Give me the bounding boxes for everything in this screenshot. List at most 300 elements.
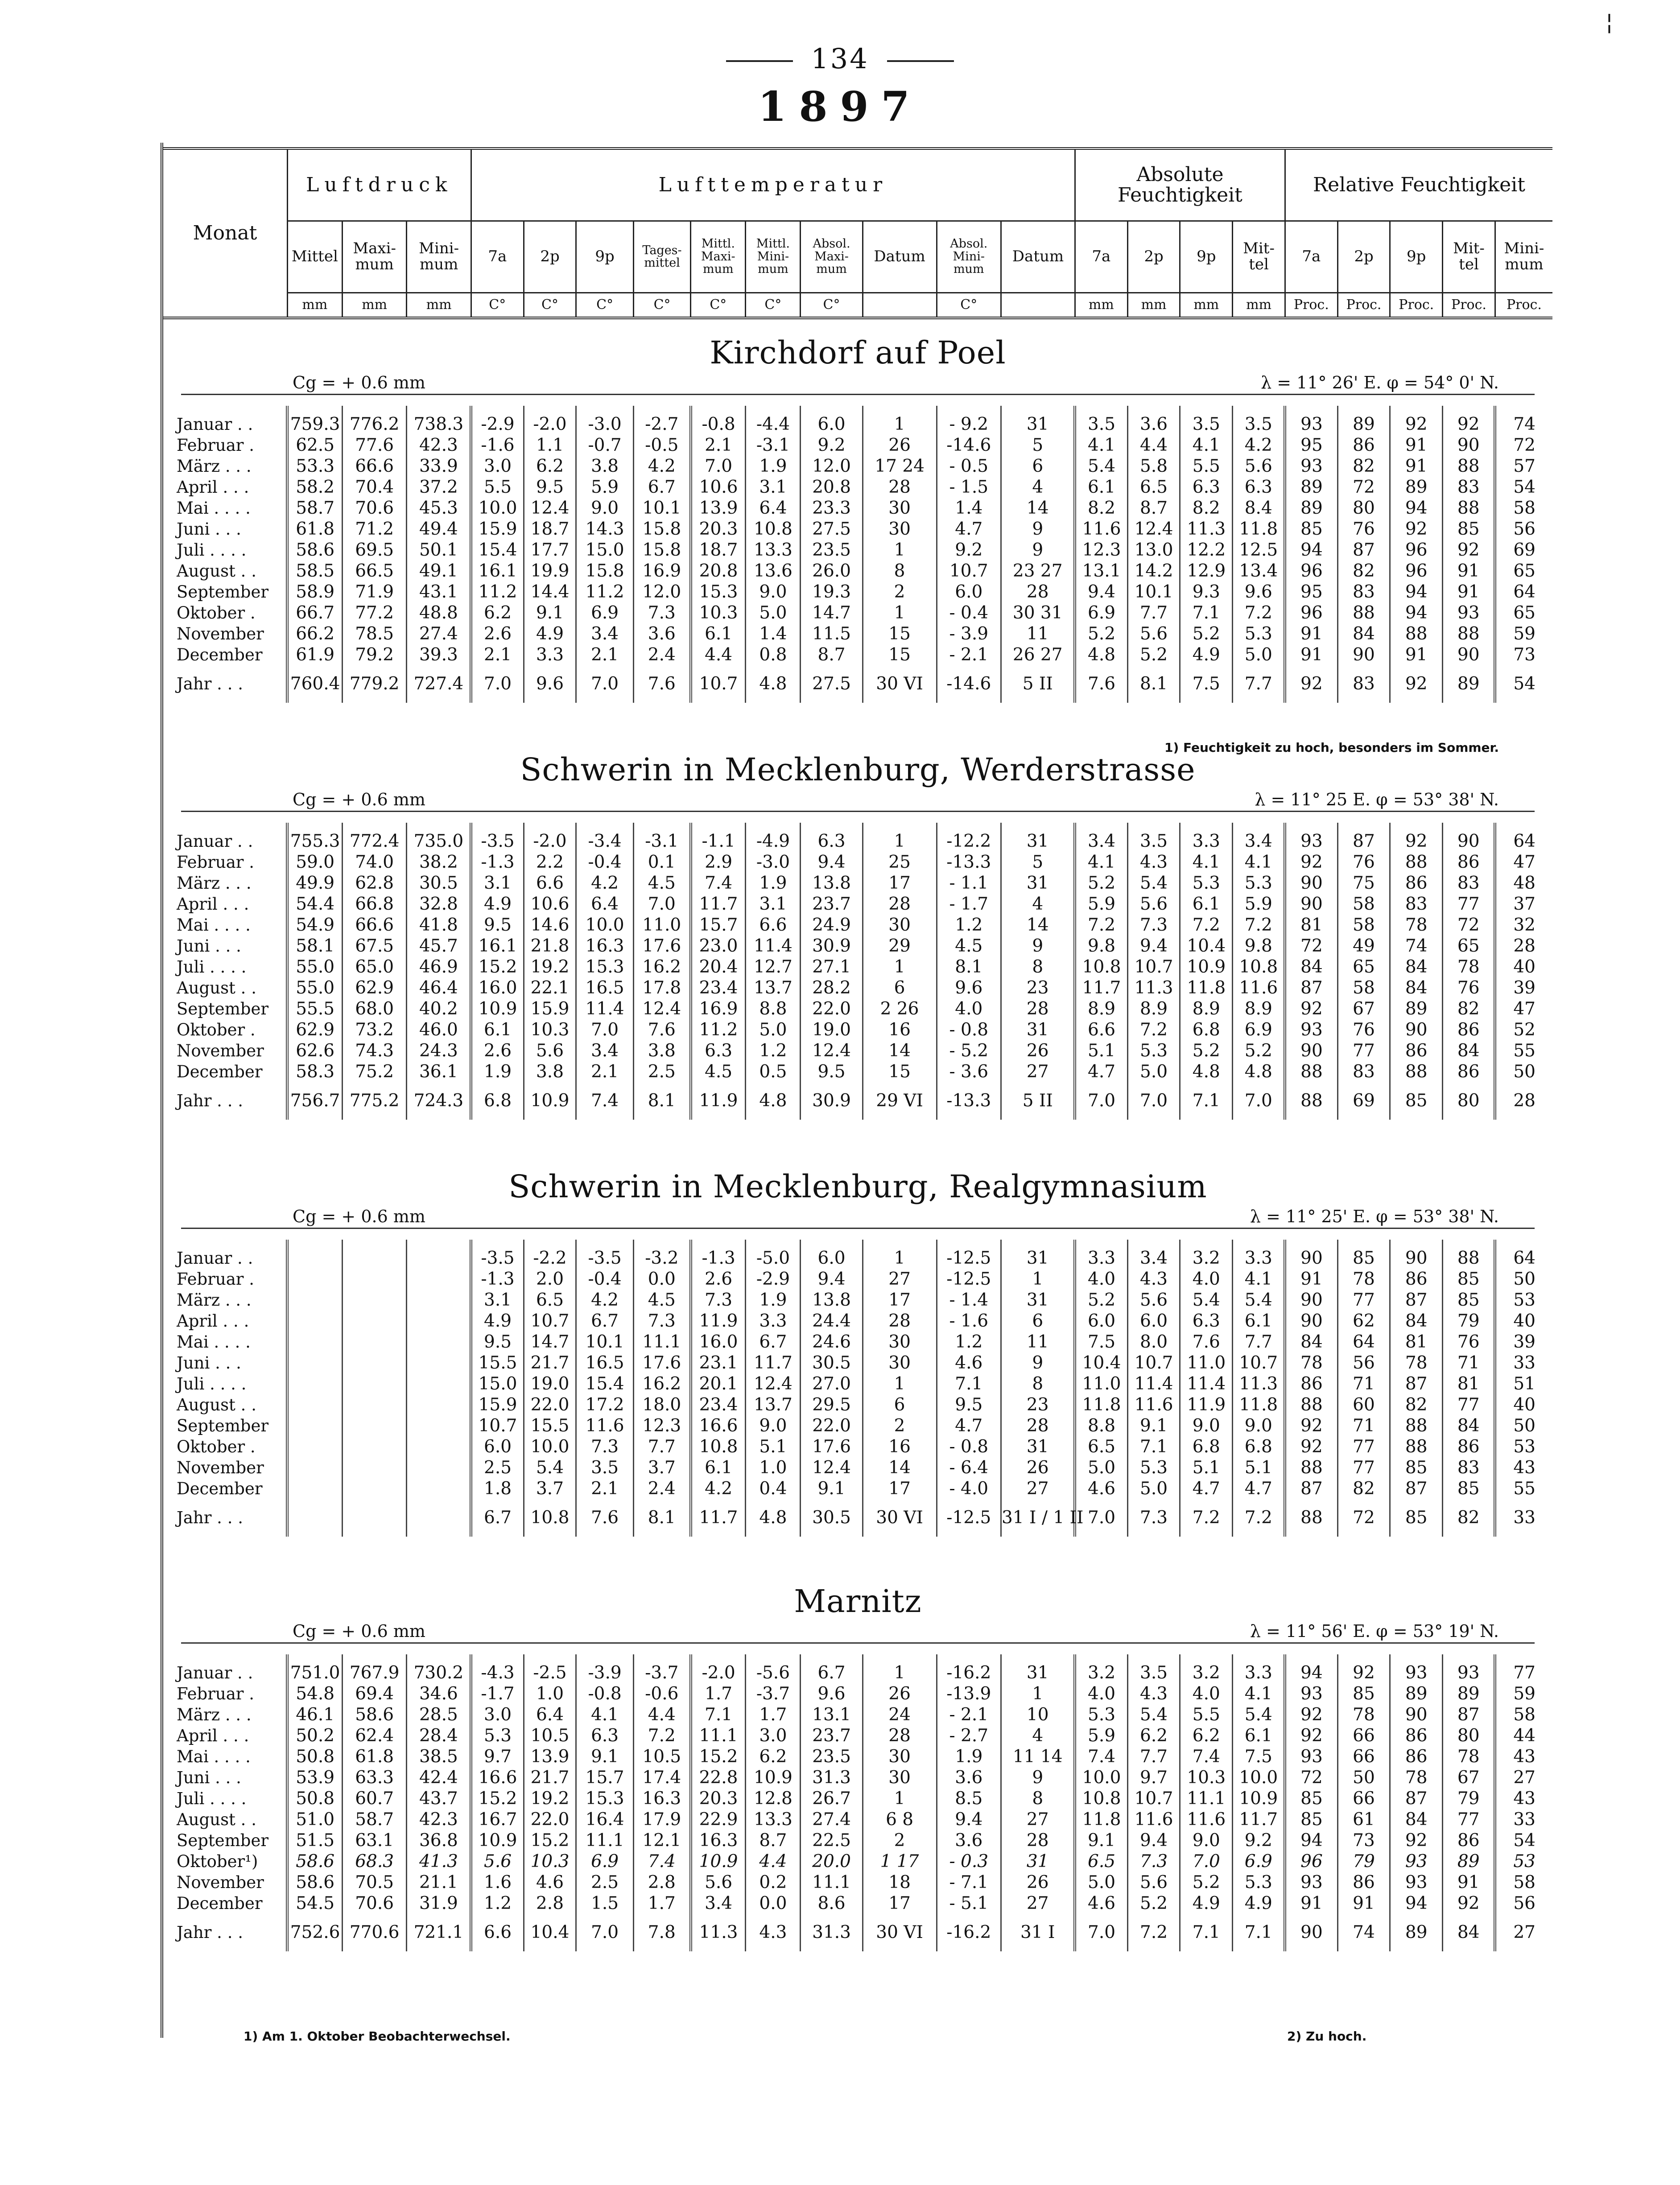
- table-cell: 85: [1285, 1788, 1337, 1809]
- table-row: [163, 435, 1552, 456]
- table-cell: 53.9: [287, 1767, 342, 1788]
- table-cell: 1: [1001, 1269, 1075, 1290]
- table-cell: 54.8: [287, 1683, 342, 1704]
- table-cell: 4.1: [1180, 852, 1233, 873]
- table-cell: 14.4: [524, 581, 576, 602]
- table-row: [163, 1809, 1552, 1830]
- table-cell: 4.6: [524, 1872, 576, 1893]
- table-cell: 84: [1390, 956, 1443, 977]
- table-cell: 8.1: [1127, 665, 1180, 703]
- table-cell: 3.5: [1075, 414, 1127, 435]
- table-cell: 3.8: [524, 1061, 576, 1082]
- table-cell: 70.6: [342, 1893, 407, 1914]
- table-cell: 4.8: [746, 665, 801, 703]
- table-cell: 13.8: [801, 1290, 863, 1311]
- table-cell: 15.8: [633, 540, 690, 561]
- unit-6: C°: [633, 293, 690, 318]
- table-row: [163, 1893, 1552, 1914]
- table-cell: 10.9: [746, 1767, 801, 1788]
- table-cell: 7.2: [1075, 915, 1127, 936]
- table-cell: 81: [1285, 915, 1337, 936]
- coordinates: λ = 11° 26' E. φ = 54° 0' N.: [1261, 373, 1499, 392]
- table-cell: 92: [1285, 1436, 1337, 1457]
- table-cell: 4.5: [937, 936, 1001, 956]
- table-cell: 14.7: [524, 1332, 576, 1352]
- table-row: [163, 1394, 1552, 1415]
- table-cell: 16.6: [471, 1767, 524, 1788]
- table-cell: 58.7: [287, 498, 342, 519]
- table-cell: 0.2: [746, 1872, 801, 1893]
- table-cell: 31: [1001, 1290, 1075, 1311]
- table-cell: 11.6: [1127, 1394, 1180, 1415]
- column-header-3: 7a: [471, 221, 524, 293]
- table-cell: 15.3: [576, 1788, 633, 1809]
- table-cell: 58.6: [342, 1704, 407, 1725]
- table-row: [163, 519, 1552, 540]
- table-cell: 58.6: [287, 1851, 342, 1872]
- table-cell: 58.5: [287, 561, 342, 581]
- table-cell: 1.7: [746, 1704, 801, 1725]
- table-cell: 9.4: [1127, 1830, 1180, 1851]
- table-cell: 16.5: [576, 977, 633, 998]
- table-cell: 91: [1390, 435, 1443, 456]
- table-cell: 94: [1390, 581, 1443, 602]
- table-cell: 756.7: [287, 1082, 342, 1120]
- table-cell: 88: [1443, 623, 1495, 644]
- table-cell: 759.3: [287, 414, 342, 435]
- table-cell: 11.4: [1127, 1373, 1180, 1394]
- table-cell: 7.0: [1075, 1914, 1127, 1951]
- table-cell: 16.3: [691, 1830, 746, 1851]
- table-cell: 30: [863, 498, 937, 519]
- table-cell: 5.2: [1180, 1040, 1233, 1061]
- table-cell: 10.1: [1127, 581, 1180, 602]
- table-cell: 3.8: [633, 1040, 690, 1061]
- table-cell: 1: [863, 414, 937, 435]
- table-cell: 3.0: [746, 1725, 801, 1746]
- table-cell: 15.0: [471, 1373, 524, 1394]
- column-header-7: Mittl. Maxi-mum: [691, 221, 746, 293]
- table-cell: 39.3: [407, 644, 471, 665]
- table-cell: 77: [1495, 1662, 1552, 1683]
- table-cell: 15: [863, 1061, 937, 1082]
- table-cell: 76: [1337, 519, 1390, 540]
- table-cell: 45.7: [407, 936, 471, 956]
- table-cell: 79.2: [342, 644, 407, 665]
- table-cell: 92: [1443, 414, 1495, 435]
- table-cell: 6.0: [1075, 1311, 1127, 1332]
- table-cell: 92: [1390, 519, 1443, 540]
- table-cell: 5 II: [1001, 1082, 1075, 1120]
- table-cell: 6.1: [1180, 894, 1233, 915]
- table-cell: 11.2: [691, 1019, 746, 1040]
- table-cell: 46.0: [407, 1019, 471, 1040]
- coordinates: λ = 11° 25' E. φ = 53° 38' N.: [1250, 1207, 1499, 1226]
- table-cell: 17.8: [633, 977, 690, 998]
- table-cell: 8.8: [746, 998, 801, 1019]
- table-cell: 91: [1443, 581, 1495, 602]
- table-cell: 70.6: [342, 498, 407, 519]
- table-cell: 5.3: [1180, 873, 1233, 894]
- table-cell: 91: [1285, 1269, 1337, 1290]
- table-cell: 9.8: [1233, 936, 1285, 956]
- table-row: [163, 602, 1552, 623]
- table-cell: 53: [1495, 1436, 1552, 1457]
- table-cell: 5 II: [1001, 665, 1075, 703]
- table-cell: 23.7: [801, 894, 863, 915]
- table-cell: 735.0: [407, 831, 471, 852]
- table-cell: 55.0: [287, 956, 342, 977]
- table-cell: 11.8: [1075, 1394, 1127, 1415]
- table-cell: 72: [1443, 915, 1495, 936]
- table-cell: 8.7: [1127, 498, 1180, 519]
- table-cell: - 6.4: [937, 1457, 1001, 1478]
- table-cell: 19.2: [524, 956, 576, 977]
- table-cell: 89: [1443, 1851, 1495, 1872]
- table-cell: 20.0: [801, 1851, 863, 1872]
- table-cell: 4.1: [1233, 1269, 1285, 1290]
- unit-13: mm: [1075, 293, 1127, 318]
- table-cell: 6.6: [746, 915, 801, 936]
- table-cell: 10.7: [1127, 956, 1180, 977]
- table-cell: 15.9: [524, 998, 576, 1019]
- table-cell: 5.6: [1127, 894, 1180, 915]
- table-cell: 23.5: [801, 1746, 863, 1767]
- table-cell: 13.9: [524, 1746, 576, 1767]
- table-cell: 87: [1443, 1704, 1495, 1725]
- table-cell: 85: [1285, 1809, 1337, 1830]
- table-cell: 20.1: [691, 1373, 746, 1394]
- table-cell: - 0.3: [937, 1851, 1001, 1872]
- month-label: Juni . . .: [177, 1768, 241, 1787]
- column-header-11: Absol. Mini-mum: [937, 221, 1001, 293]
- table-cell: 5.6: [1127, 623, 1180, 644]
- table-cell: 752.6: [287, 1914, 342, 1951]
- station-meta: [163, 1619, 1552, 1644]
- table-cell: -1.1: [691, 831, 746, 852]
- table-cell: 16.0: [471, 977, 524, 998]
- table-cell: 9.1: [576, 1746, 633, 1767]
- table-cell: - 0.8: [937, 1436, 1001, 1457]
- table-cell: - 9.2: [937, 414, 1001, 435]
- table-cell: 4.6: [1075, 1478, 1127, 1499]
- table-cell: 86: [1390, 1269, 1443, 1290]
- table-row: [163, 936, 1552, 956]
- table-cell: 53: [1495, 1290, 1552, 1311]
- table-cell: 31: [1001, 1248, 1075, 1269]
- table-row: [163, 1415, 1552, 1436]
- table-cell: 19.3: [801, 581, 863, 602]
- table-cell: 78: [1443, 1746, 1495, 1767]
- table-cell: 12.4: [524, 498, 576, 519]
- table-cell: -0.4: [576, 852, 633, 873]
- table-cell: 6.4: [576, 894, 633, 915]
- table-cell: 50: [1337, 1767, 1390, 1788]
- table-cell: - 1.5: [937, 477, 1001, 498]
- table-cell: 1.9: [746, 873, 801, 894]
- table-cell: 9.1: [801, 1478, 863, 1499]
- table-cell: 8: [863, 561, 937, 581]
- table-cell: 6.0: [1127, 1311, 1180, 1332]
- table-cell: 28.4: [407, 1725, 471, 1746]
- table-cell: 19.0: [524, 1373, 576, 1394]
- table-cell: 14.6: [524, 915, 576, 936]
- table-cell: 34.6: [407, 1683, 471, 1704]
- table-cell: 3.2: [1180, 1662, 1233, 1683]
- table-cell: 90: [1390, 1019, 1443, 1040]
- table-cell: 92: [1285, 1704, 1337, 1725]
- table-cell: 37: [1495, 894, 1552, 915]
- table-cell: 62.9: [287, 1019, 342, 1040]
- table-cell: 7.0: [1180, 1851, 1233, 1872]
- table-cell: 4.1: [1180, 435, 1233, 456]
- table-cell: 49.9: [287, 873, 342, 894]
- table-cell: 10.9: [471, 1830, 524, 1851]
- table-cell: - 7.1: [937, 1872, 1001, 1893]
- table-cell: 58.1: [287, 936, 342, 956]
- unit-16: mm: [1233, 293, 1285, 318]
- table-cell: 11.7: [691, 894, 746, 915]
- table-cell: 87: [1390, 1290, 1443, 1311]
- table-cell: -0.7: [576, 435, 633, 456]
- table-cell: 76: [1337, 1019, 1390, 1040]
- unit-10: [863, 293, 937, 318]
- table-cell: 86: [1390, 873, 1443, 894]
- table-cell: 4.8: [746, 1499, 801, 1537]
- table-cell: 62.6: [287, 1040, 342, 1061]
- table-cell: 24.3: [407, 1040, 471, 1061]
- table-cell: 92: [1390, 831, 1443, 852]
- table-cell: 60.7: [342, 1788, 407, 1809]
- table-cell: 5.5: [1180, 1704, 1233, 1725]
- table-row: [163, 1767, 1552, 1788]
- table-cell: 6.9: [1075, 602, 1127, 623]
- table-cell: 50.1: [407, 540, 471, 561]
- station-data-table: [163, 1240, 1552, 1537]
- table-row: [163, 1311, 1552, 1332]
- table-cell: 87: [1285, 1478, 1337, 1499]
- table-cell: 11: [1001, 1332, 1075, 1352]
- table-cell: 7.6: [1075, 665, 1127, 703]
- table-cell: -4.4: [746, 414, 801, 435]
- table-cell: 43: [1495, 1788, 1552, 1809]
- table-cell: 23.3: [801, 498, 863, 519]
- table-cell: 92: [1285, 665, 1337, 703]
- table-cell: 17.7: [524, 540, 576, 561]
- table-cell: -16.2: [937, 1914, 1001, 1951]
- table-cell: 4.0: [1075, 1269, 1127, 1290]
- table-cell: 91: [1285, 644, 1337, 665]
- table-cell: 49.1: [407, 561, 471, 581]
- column-header-10: Datum: [863, 221, 937, 293]
- table-cell: 7.0: [471, 665, 524, 703]
- unit-17: Proc.: [1285, 293, 1337, 318]
- footnote-left: 1) Am 1. Oktober Beobachterwechsel.: [244, 2029, 511, 2044]
- table-cell: 6.4: [746, 498, 801, 519]
- table-cell: 85: [1390, 1499, 1443, 1537]
- table-cell: 3.6: [1127, 414, 1180, 435]
- table-cell: 11.9: [691, 1082, 746, 1120]
- table-cell: 38.2: [407, 852, 471, 873]
- table-cell: [407, 1248, 471, 1269]
- month-label: August . .: [177, 1810, 256, 1829]
- table-cell: 8.2: [1075, 498, 1127, 519]
- table-cell: 90: [1285, 1290, 1337, 1311]
- table-cell: 5.2: [1075, 873, 1127, 894]
- table-cell: 10.3: [1180, 1767, 1233, 1788]
- table-cell: 54.9: [287, 915, 342, 936]
- table-cell: 8.7: [801, 644, 863, 665]
- table-cell: -14.6: [937, 435, 1001, 456]
- table-cell: 12.0: [633, 581, 690, 602]
- table-cell: 7.0: [1075, 1082, 1127, 1120]
- table-cell: 65: [1443, 936, 1495, 956]
- table-cell: -3.1: [633, 831, 690, 852]
- table-cell: 8.1: [633, 1499, 690, 1537]
- table-cell: 88: [1337, 602, 1390, 623]
- table-cell: 88: [1390, 623, 1443, 644]
- table-cell: 4.7: [1233, 1478, 1285, 1499]
- table-cell: 7.1: [1127, 1436, 1180, 1457]
- table-cell: 6.2: [471, 602, 524, 623]
- table-cell: 10.9: [1233, 1788, 1285, 1809]
- table-cell: 6.7: [633, 477, 690, 498]
- table-cell: 23 27: [1001, 561, 1075, 581]
- table-row: [163, 414, 1552, 435]
- table-cell: 1.2: [471, 1893, 524, 1914]
- table-cell: 78: [1443, 956, 1495, 977]
- table-cell: 65: [1495, 602, 1552, 623]
- table-cell: 6.2: [1180, 1725, 1233, 1746]
- month-label: September: [177, 1831, 269, 1850]
- table-row: [163, 540, 1552, 561]
- table-cell: 27.5: [801, 665, 863, 703]
- table-cell: -2.0: [524, 831, 576, 852]
- table-cell: 5.6: [524, 1040, 576, 1061]
- table-cell: 5.2: [1127, 644, 1180, 665]
- table-cell: 88: [1443, 498, 1495, 519]
- table-cell: 86: [1337, 435, 1390, 456]
- table-cell: 6.1: [1233, 1311, 1285, 1332]
- table-cell: 4.9: [1180, 1893, 1233, 1914]
- cg-correction: Cg = + 0.6 mm: [293, 373, 425, 392]
- table-row: [163, 498, 1552, 519]
- table-cell: 88: [1390, 1061, 1443, 1082]
- table-cell: 5.2: [1233, 1040, 1285, 1061]
- table-cell: 69: [1495, 540, 1552, 561]
- table-cell: 15.2: [524, 1830, 576, 1851]
- table-cell: 77: [1337, 1436, 1390, 1457]
- table-cell: 2.8: [524, 1893, 576, 1914]
- month-label: November: [177, 1458, 264, 1477]
- table-cell: [407, 1269, 471, 1290]
- table-cell: 88: [1285, 1499, 1337, 1537]
- table-cell: 21.8: [524, 936, 576, 956]
- table-cell: 11.1: [1180, 1788, 1233, 1809]
- table-cell: 4.3: [1127, 852, 1180, 873]
- table-cell: 46.1: [287, 1704, 342, 1725]
- month-label: August . .: [177, 1395, 256, 1414]
- table-cell: 31: [1001, 1662, 1075, 1683]
- table-cell: 72: [1285, 936, 1337, 956]
- table-cell: 1.1: [524, 435, 576, 456]
- table-cell: 53.3: [287, 456, 342, 477]
- table-cell: 1.9: [746, 456, 801, 477]
- table-cell: -3.5: [471, 831, 524, 852]
- table-cell: 11: [1001, 623, 1075, 644]
- table-cell: 27.5: [801, 519, 863, 540]
- table-cell: 18.7: [524, 519, 576, 540]
- table-cell: 5.4: [1233, 1704, 1285, 1725]
- table-cell: 6.3: [691, 1040, 746, 1061]
- unit-0: mm: [287, 293, 342, 318]
- table-cell: 15.8: [576, 561, 633, 581]
- table-cell: 4: [1001, 477, 1075, 498]
- table-cell: 27.0: [801, 1373, 863, 1394]
- table-cell: 7.4: [1075, 1746, 1127, 1767]
- table-cell: 65: [1337, 956, 1390, 977]
- unit-1: mm: [342, 293, 407, 318]
- table-cell: 1.0: [746, 1457, 801, 1478]
- table-cell: 88: [1390, 1415, 1443, 1436]
- table-cell: 88: [1285, 1061, 1337, 1082]
- table-cell: 28: [1001, 1830, 1075, 1851]
- table-cell: 5.3: [1233, 623, 1285, 644]
- table-cell: 1.9: [937, 1746, 1001, 1767]
- table-cell: 8.1: [937, 956, 1001, 977]
- table-cell: 92: [1443, 540, 1495, 561]
- table-cell: 16.1: [471, 936, 524, 956]
- table-cell: 6: [1001, 456, 1075, 477]
- table-cell: 4.1: [1233, 1683, 1285, 1704]
- table-cell: 89: [1390, 1914, 1443, 1951]
- table-cell: 32: [1495, 915, 1552, 936]
- table-row: [163, 1352, 1552, 1373]
- table-cell: 20.8: [801, 477, 863, 498]
- table-cell: 9.5: [937, 1394, 1001, 1415]
- table-cell: 9.8: [1075, 936, 1127, 956]
- table-cell: 69: [1337, 1082, 1390, 1120]
- table-cell: [407, 1352, 471, 1373]
- table-cell: 13.7: [746, 977, 801, 998]
- table-row: [163, 623, 1552, 644]
- table-cell: 92: [1285, 1415, 1337, 1436]
- table-cell: 17: [863, 1290, 937, 1311]
- table-cell: 89: [1390, 998, 1443, 1019]
- table-cell: 94: [1285, 1830, 1337, 1851]
- table-cell: 63.3: [342, 1767, 407, 1788]
- table-cell: 94: [1390, 602, 1443, 623]
- table-cell: 86: [1285, 1373, 1337, 1394]
- table-cell: 6.6: [471, 1914, 524, 1951]
- table-row: [163, 1436, 1552, 1457]
- table-cell: 15.8: [633, 519, 690, 540]
- table-cell: 9.5: [471, 915, 524, 936]
- table-cell: 5.2: [1127, 1893, 1180, 1914]
- table-cell: 80: [1443, 1082, 1495, 1120]
- table-cell: 19.2: [524, 1788, 576, 1809]
- table-cell: 4.9: [471, 894, 524, 915]
- table-cell: 5.1: [1180, 1457, 1233, 1478]
- table-cell: 18.7: [691, 540, 746, 561]
- month-label: August . .: [177, 561, 256, 581]
- month-label: September: [177, 582, 269, 602]
- table-cell: 4.4: [633, 1704, 690, 1725]
- month-label: Oktober .: [177, 603, 256, 623]
- unit-7: C°: [691, 293, 746, 318]
- table-cell: -3.9: [576, 1662, 633, 1683]
- unit-11: C°: [937, 293, 1001, 318]
